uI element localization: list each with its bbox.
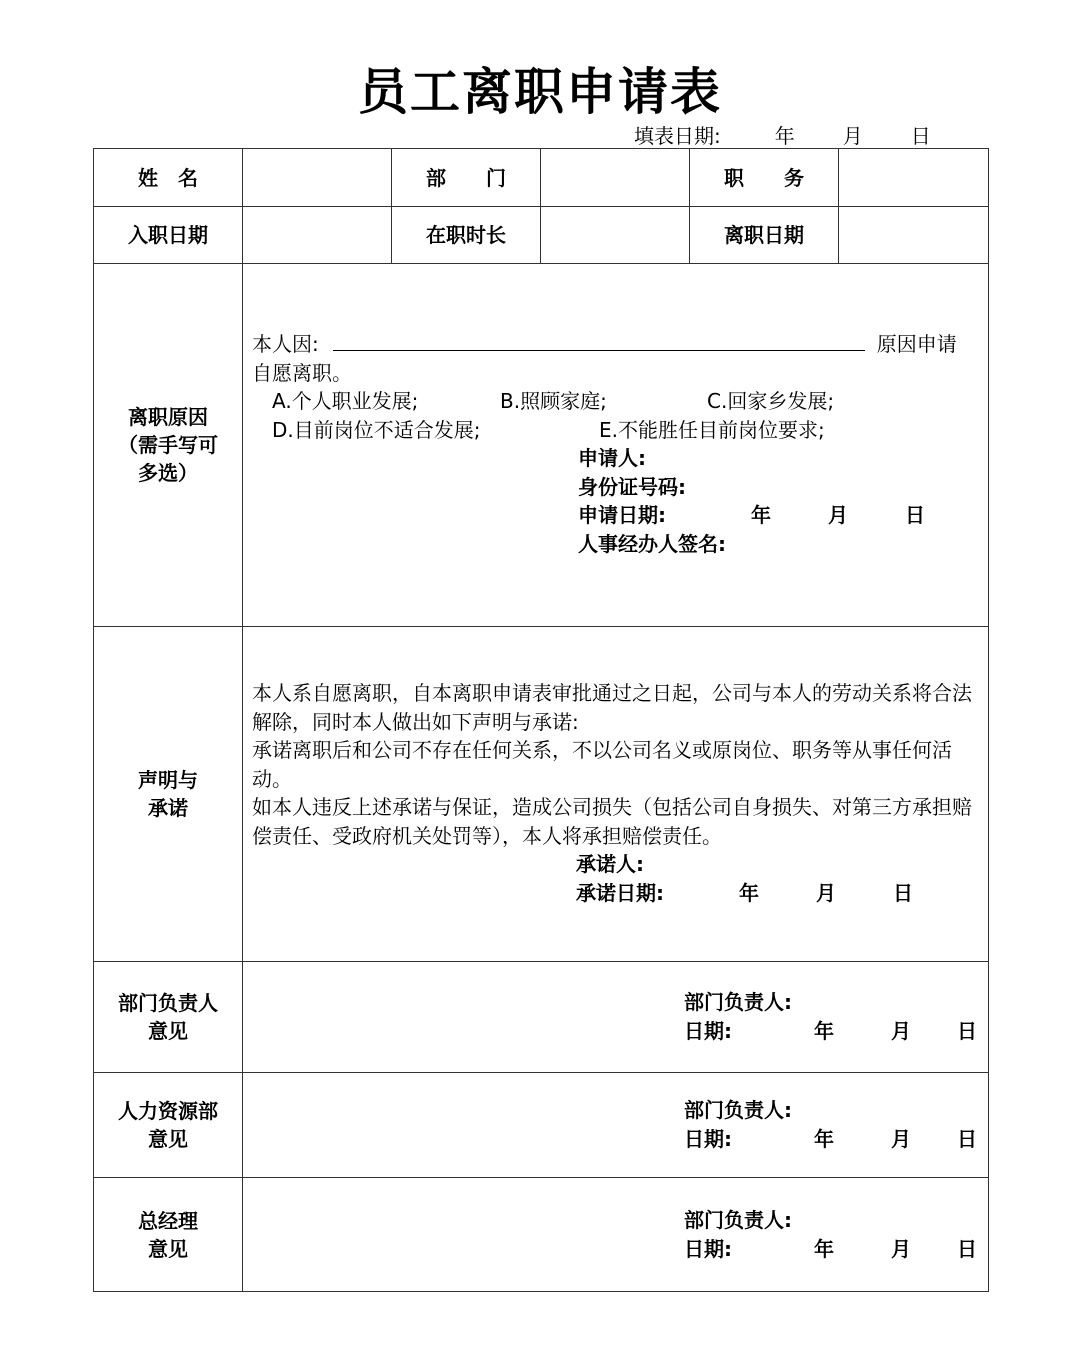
promise-para-1: 本人系自愿离职，自本离职申请表审批通过之日起，公司与本人的劳动关系将合法解除，同时本人做出如下声明与承诺: bbox=[252, 681, 972, 734]
gm-opinion-label: 总经理 意见 bbox=[94, 1178, 243, 1292]
name-field[interactable] bbox=[243, 149, 392, 207]
hr-opinion-date-label: 日期: bbox=[684, 1126, 732, 1151]
promise-date-month: 月 bbox=[816, 880, 836, 905]
apply-date-month: 月 bbox=[828, 503, 848, 527]
promise-para-2: 承诺离职后和公司不存在任何关系，不以公司名义或原岗位、职务等从事任何活动。 bbox=[252, 738, 952, 791]
dept-opinion-sign bbox=[684, 988, 984, 1045]
reason-label: 离职原因 （需手写可 多选） bbox=[94, 264, 243, 627]
table-row bbox=[94, 627, 989, 962]
promise-cell bbox=[243, 627, 989, 962]
leave-date-field[interactable] bbox=[839, 207, 989, 264]
fill-date-day: 日 bbox=[910, 124, 931, 148]
option-a[interactable]: A.个人职业发展; bbox=[272, 389, 419, 413]
leave-date-label: 离职日期 bbox=[690, 207, 839, 264]
dept-opinion-day: 日 bbox=[957, 1018, 977, 1043]
tenure-label: 在职时长 bbox=[392, 207, 541, 264]
hr-opinion-label: 人力资源部 意见 bbox=[94, 1073, 243, 1178]
tenure-field[interactable] bbox=[541, 207, 690, 264]
join-date-field[interactable] bbox=[243, 207, 392, 264]
promise-para-3: 如本人违反上述承诺与保证，造成公司损失（包括公司自身损失、对第三方承担赔偿责任、受政府机关处罚等），本人将承担赔偿责任。 bbox=[252, 795, 972, 848]
option-b[interactable]: B.照顾家庭; bbox=[500, 389, 607, 413]
table-row bbox=[94, 207, 989, 264]
hr-opinion-sign bbox=[684, 1096, 984, 1153]
hr-opinion-cell[interactable] bbox=[243, 1073, 989, 1178]
id-number-label: 身份证号码: bbox=[578, 474, 686, 499]
promise-date-line bbox=[252, 879, 976, 908]
hr-opinion-month: 月 bbox=[891, 1126, 911, 1151]
dept-opinion-date-label: 日期: bbox=[684, 1018, 732, 1043]
form-title: 员工离职申请表 bbox=[358, 63, 722, 121]
join-date-label: 入职日期 bbox=[94, 207, 243, 264]
id-number-line bbox=[252, 473, 972, 502]
promise-block bbox=[252, 679, 976, 907]
promise-date-year: 年 bbox=[739, 880, 759, 905]
fill-date-year: 年 bbox=[774, 124, 795, 148]
table-row bbox=[94, 1178, 989, 1292]
apply-date-line bbox=[252, 501, 972, 530]
promiser-label: 承诺人: bbox=[576, 852, 644, 876]
gm-opinion-signer: 部门负责人: bbox=[684, 1208, 792, 1232]
promise-label: 声明与 承诺 bbox=[94, 627, 243, 962]
option-e[interactable]: E.不能胜任目前岗位要求; bbox=[599, 417, 825, 442]
fill-date-label: 填表日期: bbox=[634, 124, 721, 148]
reason-blank-line[interactable] bbox=[333, 330, 865, 351]
gm-opinion-sign bbox=[684, 1206, 984, 1263]
applicant-label: 申请人: bbox=[578, 446, 646, 470]
promise-date-label: 承诺日期: bbox=[576, 880, 664, 905]
name-label: 姓 名 bbox=[94, 149, 243, 207]
fill-date-month: 月 bbox=[842, 124, 863, 148]
table-row bbox=[94, 962, 989, 1073]
position-field[interactable] bbox=[839, 149, 989, 207]
promise-date-day: 日 bbox=[893, 880, 913, 905]
hr-sign-line bbox=[252, 530, 972, 559]
reason-prefix: 本人因: bbox=[252, 332, 319, 356]
apply-date-year: 年 bbox=[751, 503, 771, 527]
gm-opinion-month: 月 bbox=[891, 1236, 911, 1261]
gm-opinion-year: 年 bbox=[814, 1236, 834, 1261]
apply-date-label: 申请日期: bbox=[578, 503, 666, 527]
table-row bbox=[94, 264, 989, 627]
dept-opinion-cell[interactable] bbox=[243, 962, 989, 1073]
reason-block bbox=[252, 330, 972, 558]
gm-opinion-day: 日 bbox=[957, 1236, 977, 1261]
table-row bbox=[94, 149, 989, 207]
reason-cell[interactable] bbox=[243, 264, 989, 627]
dept-opinion-label: 部门负责人 意见 bbox=[94, 962, 243, 1073]
department-label: 部 门 bbox=[392, 149, 541, 207]
department-field[interactable] bbox=[541, 149, 690, 207]
dept-opinion-year: 年 bbox=[814, 1018, 834, 1043]
gm-opinion-cell[interactable] bbox=[243, 1178, 989, 1292]
hr-opinion-signer: 部门负责人: bbox=[684, 1098, 792, 1122]
reason-suffix: 原因申请 bbox=[876, 332, 957, 356]
reason-line2: 自愿离职。 bbox=[252, 360, 352, 385]
hr-sign-label: 人事经办人签名: bbox=[578, 531, 726, 556]
hr-opinion-day: 日 bbox=[957, 1126, 977, 1151]
hr-opinion-year: 年 bbox=[814, 1126, 834, 1151]
apply-date-day: 日 bbox=[905, 503, 925, 527]
dept-opinion-month: 月 bbox=[891, 1018, 911, 1043]
table-row bbox=[94, 1073, 989, 1178]
resignation-form-table bbox=[93, 148, 989, 1292]
promiser-line bbox=[252, 850, 976, 879]
gm-opinion-date-label: 日期: bbox=[684, 1236, 732, 1261]
dept-opinion-signer: 部门负责人: bbox=[684, 990, 792, 1014]
option-d[interactable]: D.目前岗位不适合发展; bbox=[272, 417, 481, 442]
position-label: 职 务 bbox=[690, 149, 839, 207]
option-c[interactable]: C.回家乡发展; bbox=[707, 389, 835, 413]
applicant-line bbox=[252, 444, 972, 473]
fill-date bbox=[634, 120, 931, 149]
